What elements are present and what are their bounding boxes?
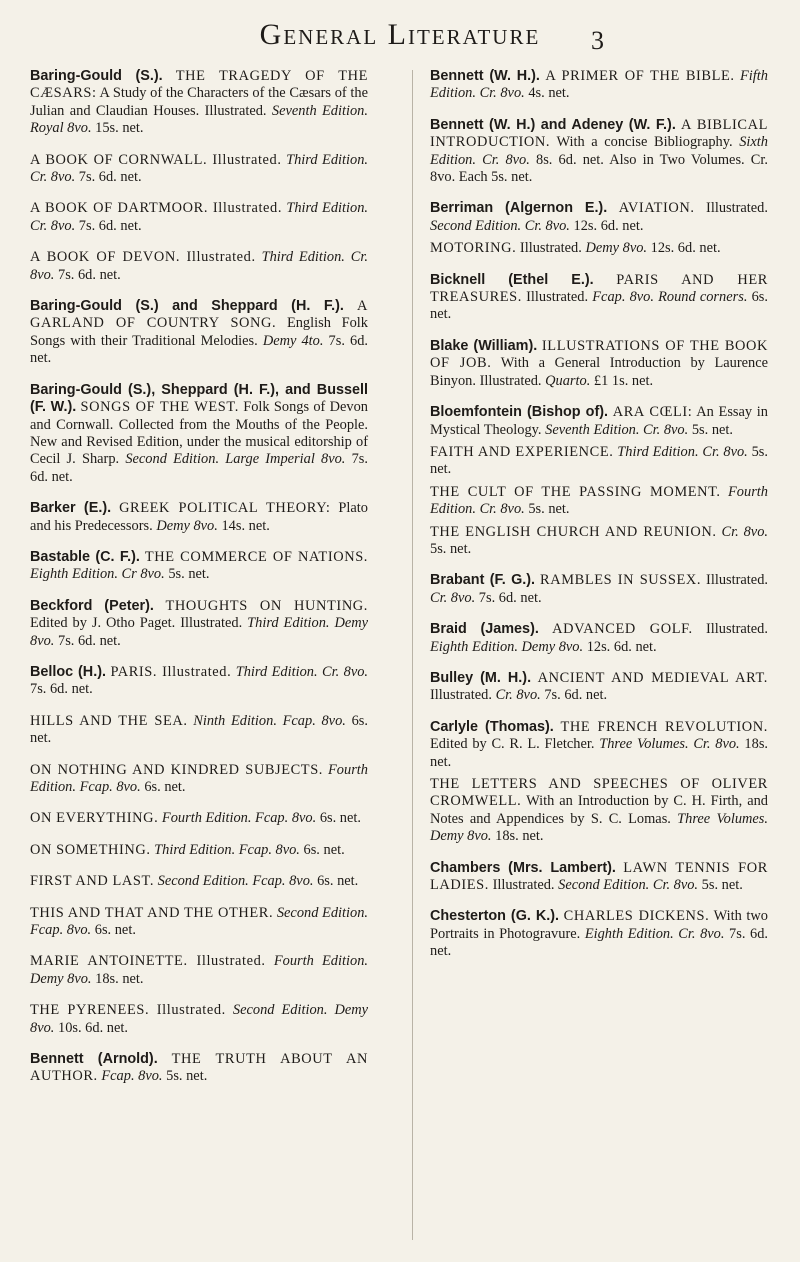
entry-title: GREEK POLITICAL THEORY: <box>119 500 331 517</box>
entry-author: Carlyle (Thomas). <box>430 718 554 735</box>
entry-price: 12s. 6d. net. <box>650 240 721 257</box>
catalogue-entry <box>30 953 368 988</box>
entry-title: A GARLAND OF COUNTRY SONG. <box>30 298 369 332</box>
entry-price: 10s. 6d. net. <box>58 1019 128 1036</box>
entry-edition: Demy 8vo. <box>156 517 218 534</box>
entry-edition: Second Edition. Large Imperial 8vo. <box>125 451 346 468</box>
entry-description: Edited by J. Otho Paget. Illustrated. <box>30 615 243 632</box>
entry-author: Bloemfontein (Bishop of). <box>430 404 609 421</box>
entry-price: £1 1s. net. <box>593 372 654 389</box>
entry-author: Berriman (Algernon E.). <box>430 200 608 217</box>
entry-price: 7s. 6d. net. <box>544 687 608 704</box>
entry-title: A BOOK OF CORNWALL. Illustrated. <box>30 151 282 168</box>
entry-price: 5s. net. <box>168 566 210 583</box>
entry-price: 5s. net. <box>166 1068 208 1085</box>
entry-edition: Second Edition. Demy 8vo. <box>30 1002 368 1036</box>
entry-title: ADVANCED GOLF. <box>552 621 693 638</box>
catalogue-entry <box>430 240 768 257</box>
entry-title: A BIBLICAL INTRODUCTION. <box>430 116 768 151</box>
catalogue-entry <box>30 1002 368 1037</box>
entry-title: CHARLES DICKENS. <box>563 908 710 925</box>
entry-edition: Cr. 8vo. <box>495 687 541 704</box>
entry-edition: Cr. 8vo. <box>721 523 768 540</box>
entry-edition: Ninth Edition. Fcap. 8vo. <box>193 712 346 729</box>
entry-edition: Sixth Edition. Cr. 8vo. <box>430 134 768 168</box>
entry-author: Bicknell (Ethel E.). <box>430 271 594 288</box>
entry-title: THE LETTERS AND SPEECHES OF OLIVER CROMWELL. <box>430 776 768 810</box>
entry-title: THE PYRENEES. Illustrated. <box>30 1002 226 1019</box>
catalogue-entry <box>30 842 368 859</box>
entry-author: Chambers (Mrs. Lambert). <box>430 859 616 876</box>
entry-price: 18s. net. <box>495 828 544 845</box>
catalogue-entry <box>430 272 768 324</box>
entry-extra: Also in Two Volumes. Cr. 8vo. Each 5s. net. <box>430 151 768 186</box>
entry-author: Bulley (M. H.). <box>430 669 532 686</box>
entry-edition: Fifth Edition. Cr. 8vo. <box>430 68 768 102</box>
entry-edition: Demy 8vo. <box>585 240 648 257</box>
entry-edition: Third Edition. Cr. 8vo. <box>30 249 368 283</box>
entry-description: With an Introduction by C. H. Firth, and Notes and Appendices by S. C. Lomas. <box>430 793 768 827</box>
entry-description: Illustrated. <box>706 200 768 217</box>
entry-edition: Eighth Edition. Cr. 8vo. <box>584 925 725 942</box>
running-head: General Literature <box>259 18 541 51</box>
entry-edition: Fourth Edition. Demy 8vo. <box>30 953 368 987</box>
entry-edition: Second Edition. Cr. 8vo. <box>558 877 699 894</box>
catalogue-entry <box>30 152 368 187</box>
entry-author: Braid (James). <box>430 621 539 638</box>
catalogue-entry <box>430 776 768 846</box>
entry-price: 6s. net. <box>144 779 186 795</box>
entry-edition: Fourth Edition. Fcap. 8vo. <box>30 761 368 795</box>
entry-price: 7s. 6d. net. <box>58 632 121 649</box>
entry-edition: Three Volumes. Demy 8vo. <box>430 810 768 845</box>
entry-title: THOUGHTS ON HUNTING. <box>165 597 368 614</box>
entry-edition: Third Edition. Cr. 8vo. <box>30 200 368 234</box>
entry-title: THE FRENCH REVOLUTION. <box>560 718 768 735</box>
entry-price: 7s. 6d. net. <box>78 217 142 234</box>
catalogue-entry <box>430 670 768 705</box>
entry-edition: Second Edition. Fcap. 8vo. <box>157 873 314 890</box>
entry-edition: Third Edition. Cr. 8vo. <box>30 151 369 186</box>
entry-price: 7s. 6d. net. <box>58 266 121 283</box>
entry-title: THE ENGLISH CHURCH AND REUNION. <box>430 523 717 540</box>
catalogue-entry <box>430 444 768 479</box>
entry-edition: Third Edition. Fcap. 8vo. <box>154 841 300 858</box>
entry-price: 6s. net. <box>94 922 136 939</box>
entry-edition: Third Edition. Demy 8vo. <box>30 615 368 649</box>
entry-title: ANCIENT AND MEDIEVAL ART. <box>537 669 768 686</box>
catalogue-entry <box>430 860 768 895</box>
entry-author: Bennett (Arnold). <box>30 1051 158 1068</box>
catalogue-entry <box>430 524 768 559</box>
entry-edition: Seventh Edition. Cr. 8vo. <box>545 421 689 438</box>
catalogue-entry <box>30 598 368 650</box>
catalogue-entry <box>30 905 368 940</box>
catalogue-entry <box>30 249 368 284</box>
catalogue-entry <box>30 549 368 584</box>
entry-description: Edited by C. R. L. Fletcher. <box>430 736 595 753</box>
entry-price: 7s. 6d. net. <box>478 589 542 606</box>
entry-author: Bennett (W. H.). <box>430 68 540 84</box>
catalogue-entry <box>430 719 768 771</box>
catalogue-entry <box>30 762 368 797</box>
catalogue-entry <box>30 298 368 368</box>
entry-edition: Fourth Edition. Cr. 8vo. <box>430 483 768 518</box>
catalogue-entry <box>30 68 368 138</box>
entry-price: 5s. net. <box>701 877 743 894</box>
catalogue-entry <box>430 908 768 960</box>
entry-description: Illustrated. <box>430 687 492 704</box>
catalogue-entry <box>430 621 768 656</box>
entry-price: 5s. net. <box>430 443 768 478</box>
entry-author: Baring-Gould (S.) and Sheppard (H. F.). <box>30 298 344 315</box>
catalogue-entry <box>30 382 368 486</box>
entry-title: THE COMMERCE OF NATIONS. <box>144 548 368 565</box>
entry-author: Baring-Gould (S.), Sheppard (H. F.), and Bussell (F. W.). <box>30 381 368 416</box>
right-column <box>430 68 768 975</box>
entry-description: With a General Introduction by Laurence Binyon. Illustrated. <box>430 355 768 389</box>
entry-price: 6s. net. <box>317 873 359 890</box>
entry-author: Chesterton (G. K.). <box>430 908 560 925</box>
catalogue-entry <box>30 713 368 748</box>
entry-description: With two Portraits in Photogravure. <box>430 908 769 942</box>
entry-title: HILLS AND THE SEA. <box>30 712 188 729</box>
entry-price: 5s. net. <box>430 540 472 557</box>
entry-title: MARIE ANTOINETTE. Illustrated. <box>30 953 266 970</box>
entry-edition: Three Volumes. Cr. 8vo. <box>599 736 740 753</box>
entry-price: 7s. 6d. net. <box>30 681 93 698</box>
entry-description: A Study of the Characters of the Cæsars of the Julian and Claudian Houses. Illustrated. <box>30 85 368 119</box>
entry-author: Blake (William). <box>430 337 538 354</box>
entry-description: An Essay in Mystical Theology. <box>430 404 768 438</box>
catalogue-entry <box>430 117 768 187</box>
column-divider <box>412 70 413 1240</box>
entry-price: 6s. net. <box>303 841 345 858</box>
entry-title: THE TRAGEDY OF THE CÆSARS: <box>30 68 368 102</box>
entry-description: Plato and his Predecessors. <box>30 500 369 534</box>
entry-description: Illustrated. <box>526 289 589 306</box>
entry-price: 15s. net. <box>95 120 144 137</box>
entry-title: FIRST AND LAST. <box>30 873 155 890</box>
entry-edition: Third Edition. Cr. 8vo. <box>617 443 748 460</box>
entry-title: ILLUSTRATIONS OF THE BOOK OF JOB. <box>430 337 768 372</box>
entry-title: A BOOK OF DEVON. Illustrated. <box>30 249 256 266</box>
entry-description: Illustrated. <box>492 877 555 894</box>
entry-title: MOTORING. <box>430 240 517 257</box>
entry-title: RAMBLES IN SUSSEX. <box>540 572 702 589</box>
entry-price: 18s. net. <box>430 736 769 770</box>
entry-title: A BOOK OF DARTMOOR. Illustrated. <box>30 200 283 217</box>
entry-title: THE CULT OF THE PASSING MOMENT. <box>430 483 721 500</box>
entry-edition: Third Edition. Cr. 8vo. <box>235 663 368 680</box>
entry-price: 12s. 6d. net. <box>586 638 657 655</box>
entry-price: 14s. net. <box>221 517 270 534</box>
entry-title: ON NOTHING AND KINDRED SUBJECTS. <box>30 761 324 778</box>
entry-price: 5s. net. <box>528 501 570 518</box>
entry-price: 12s. 6d. net. <box>573 217 644 234</box>
entry-title: A PRIMER OF THE BIBLE. <box>545 68 735 84</box>
catalogue-entry <box>30 200 368 235</box>
entry-description: English Folk Songs with their Traditional Melodies. <box>30 315 368 349</box>
entry-price: 7s. 6d. net. <box>30 451 369 485</box>
entry-edition: Fcap. 8vo. <box>101 1068 163 1085</box>
entry-title: PARIS. Illustrated. <box>110 663 232 680</box>
entry-author: Belloc (H.). <box>30 663 106 680</box>
entry-description: Folk Songs of Devon and Cornwall. Collected from the Mouths of the People. New and Revised Edition, under the musical editorship of Cecil J. Sharp. <box>30 399 368 468</box>
catalogue-entry <box>30 500 368 535</box>
entry-title: FAITH AND EXPERIENCE. <box>430 443 614 460</box>
catalogue-entry <box>430 200 768 235</box>
entry-price: 7s. 6d. net. <box>430 925 768 960</box>
entry-price: 18s. net. <box>95 970 144 987</box>
left-column <box>30 68 368 1100</box>
catalogue-entry <box>30 810 368 827</box>
entry-author: Brabant (F. G.). <box>430 572 536 589</box>
entry-edition: Eighth Edition. Cr 8vo. <box>30 566 165 583</box>
entry-edition: Second Edition. Cr. 8vo. <box>430 217 570 234</box>
catalogue-entry <box>430 484 768 519</box>
catalogue-entry <box>430 338 768 390</box>
entry-edition: Quarto. <box>545 372 591 389</box>
entry-title: ON SOMETHING. <box>30 841 151 858</box>
entry-title: SONGS OF THE WEST. <box>80 399 239 416</box>
entry-author: Beckford (Peter). <box>30 597 154 614</box>
catalogue-entry <box>30 664 368 699</box>
entry-price: 7s. 6d. net. <box>78 169 142 186</box>
entry-edition: Fcap. 8vo. Round corners. <box>592 289 748 306</box>
entry-description: With a concise Bibliography. <box>556 134 733 151</box>
entry-price: 4s. net. <box>528 85 570 102</box>
entry-edition: Demy 4to. <box>262 332 324 349</box>
entry-author: Baring-Gould (S.). <box>30 68 163 84</box>
entry-title: THE TRUTH ABOUT AN AUTHOR. <box>30 1051 368 1085</box>
entry-title: AVIATION. <box>618 200 695 217</box>
entry-title: LAWN TENNIS FOR LADIES. <box>430 859 768 894</box>
catalogue-entry <box>30 1051 368 1086</box>
catalogue-entry <box>30 873 368 890</box>
entry-description: Illustrated. <box>706 572 768 589</box>
entry-edition: Eighth Edition. Demy 8vo. <box>430 638 584 655</box>
entry-edition: Seventh Edition. Royal 8vo. <box>30 102 368 137</box>
entry-author: Barker (E.). <box>30 500 112 517</box>
entry-edition: Fourth Edition. Fcap. 8vo. <box>161 810 317 827</box>
entry-title: ARA CŒLI: <box>612 404 693 421</box>
entry-edition: Second Edition. Fcap. 8vo. <box>30 904 368 939</box>
entry-author: Bastable (C. F.). <box>30 548 140 565</box>
entry-price: 6s. net. <box>319 810 361 827</box>
entry-author: Bennett (W. H.) and Adeney (W. F.). <box>430 116 676 133</box>
catalogue-entry <box>430 68 768 103</box>
page-number: 3 <box>591 26 604 55</box>
entry-price: 5s. net. <box>691 421 733 438</box>
entry-price: 6s. net. <box>30 712 368 747</box>
catalogue-entry <box>430 572 768 607</box>
entry-price: 7s. 6d. net. <box>30 332 368 367</box>
entry-title: ON EVERYTHING. <box>30 810 159 827</box>
entry-title: PARIS AND HER TREASURES. <box>430 271 768 306</box>
catalogue-entry <box>430 404 768 439</box>
entry-title: THIS AND THAT AND THE OTHER. <box>30 904 274 921</box>
entry-price: 6s. net. <box>430 289 768 323</box>
entry-price: 8s. 6d. net. <box>536 151 604 168</box>
entry-edition: Cr. 8vo. <box>430 589 476 606</box>
entry-description: Illustrated. <box>706 621 768 638</box>
entry-description: Illustrated. <box>519 240 582 257</box>
